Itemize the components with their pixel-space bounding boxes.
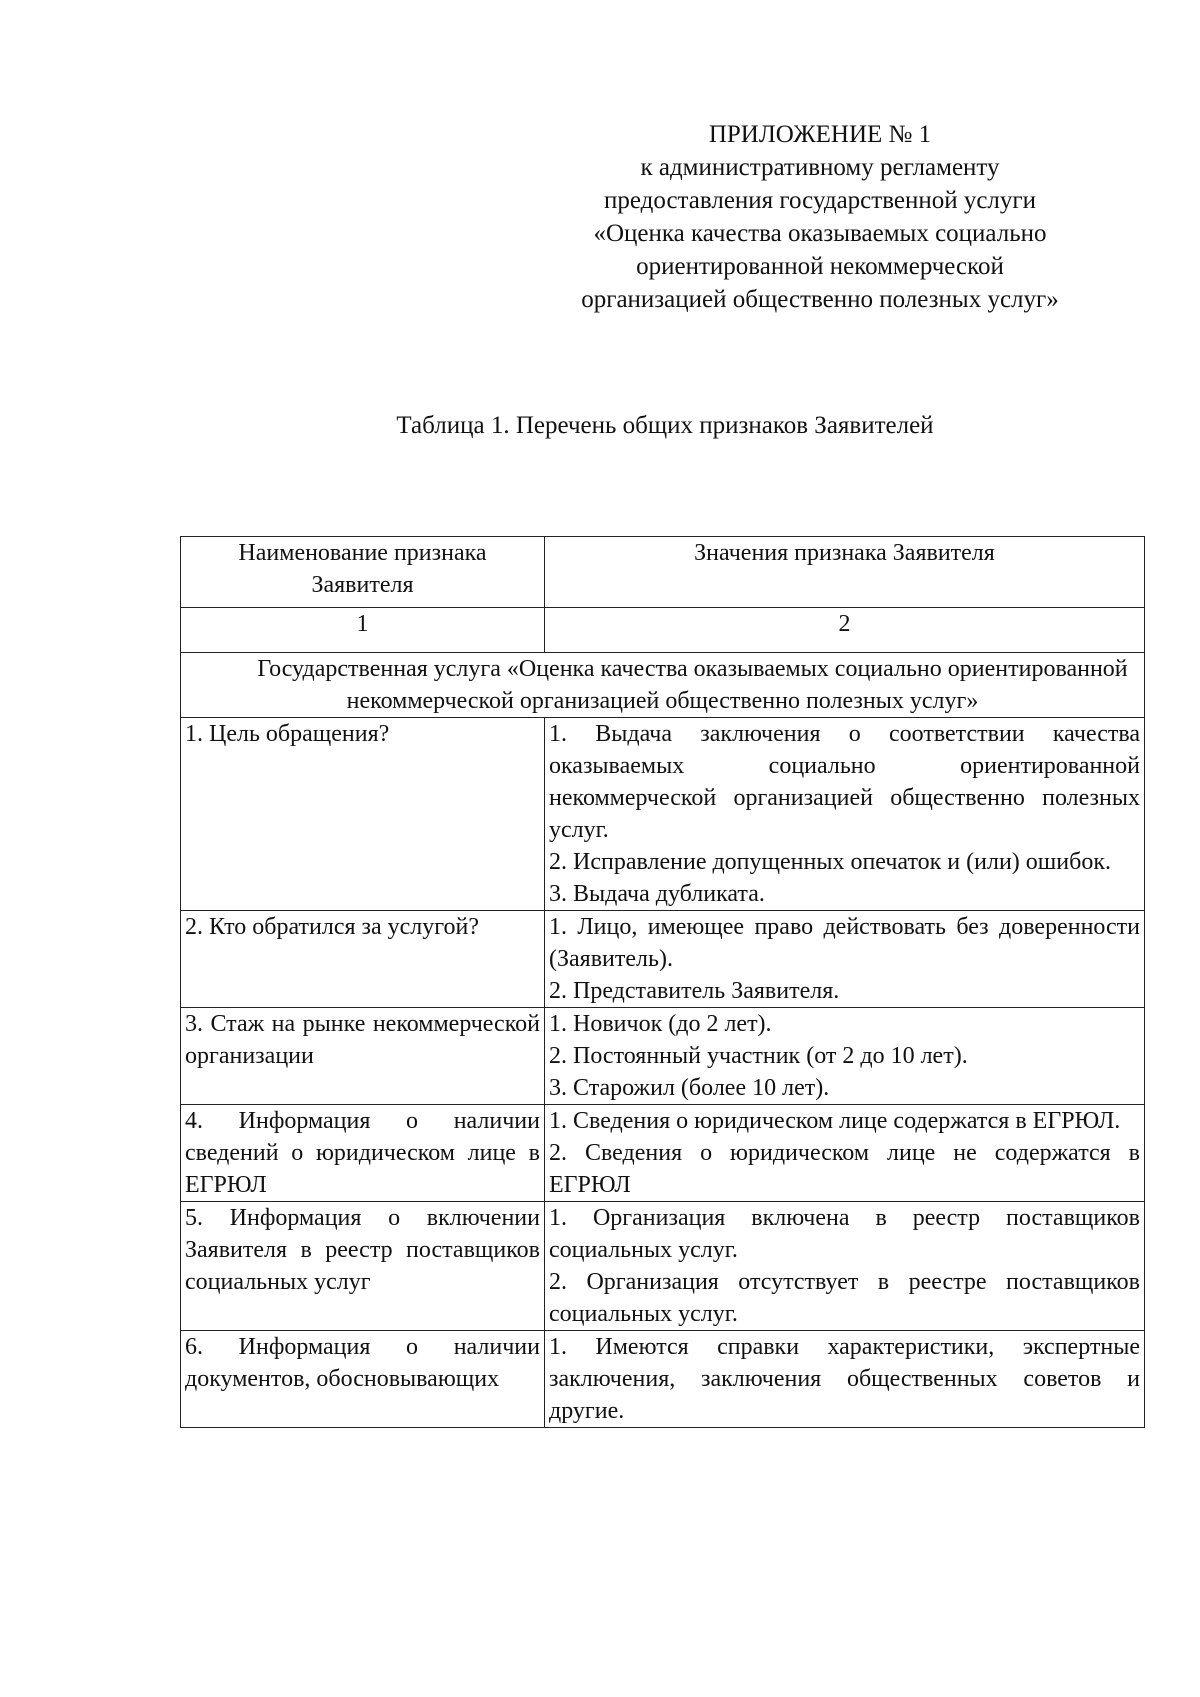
table-row: [181, 1008, 1145, 1105]
attribute-value: 1. Организация включена в реестр поставщиков социальных услуг.: [549, 1205, 1140, 1263]
attribute-value: 2. Исправление допущенных опечаток и (или) ошибок.: [549, 849, 1111, 875]
attribute-values: [545, 911, 1145, 1008]
attribute-value: 2. Представитель Заявителя.: [549, 978, 840, 1004]
attribute-values: [545, 1331, 1145, 1428]
attribute-values: [545, 1202, 1145, 1331]
table-row: [181, 1331, 1145, 1428]
column-number-1: 1: [181, 608, 545, 653]
attribute-value: 3. Старожил (более 10 лет).: [549, 1075, 830, 1101]
table-row: [181, 1105, 1145, 1202]
table-header-row: [181, 537, 1145, 608]
attribute-value: 1. Лицо, имеющее право действовать без доверенности (Заявитель).: [549, 914, 1140, 972]
service-name-text: Государственная услуга «Оценка качества оказываемых социально ориентированной некоммерческой организацией общественно полезных услуг»: [257, 656, 1128, 714]
appendix-title: ПРИЛОЖЕНИЕ № 1: [708, 121, 932, 148]
attribute-name: 6. Информация о наличии документов, обосновывающих: [181, 1331, 545, 1428]
appendix-line: ориентированной некоммерческой: [636, 253, 1004, 280]
appendix-line: организацией общественно полезных услуг»: [581, 286, 1059, 313]
service-name: [181, 653, 1145, 718]
attribute-value: 2. Постоянный участник (от 2 до 10 лет).: [549, 1043, 968, 1069]
attribute-values: [545, 1008, 1145, 1105]
attribute-values: [545, 1105, 1145, 1202]
attribute-value: 2. Сведения о юридическом лице не содержатся в ЕГРЮЛ: [549, 1140, 1140, 1198]
appendix-line: к административному регламенту: [640, 154, 1000, 181]
attribute-values: [545, 718, 1145, 911]
appendix-header: [540, 118, 1100, 316]
attribute-name: 5. Информация о включении Заявителя в реестр поставщиков социальных услуг: [181, 1202, 545, 1331]
attribute-name: 3. Стаж на рынке некоммерческой организации: [181, 1008, 545, 1105]
header-attribute-values: Значения признака Заявителя: [545, 537, 1145, 608]
attribute-name: 2. Кто обратился за услугой?: [181, 911, 545, 1008]
appendix-line: «Оценка качества оказываемых социально: [593, 220, 1047, 247]
column-number-2: 2: [545, 608, 1145, 653]
attribute-value: 1. Сведения о юридическом лице содержатся в ЕГРЮЛ.: [549, 1108, 1121, 1134]
attribute-value: 1. Новичок (до 2 лет).: [549, 1011, 772, 1037]
attribute-name: 4. Информация о наличии сведений о юридическом лице в ЕГРЮЛ: [181, 1105, 545, 1202]
attribute-value: 2. Организация отсутствует в реестре поставщиков социальных услуг.: [549, 1269, 1140, 1327]
attribute-value: 1. Имеются справки характеристики, экспертные заключения, заключения общественных советов и другие.: [549, 1334, 1140, 1424]
applicant-attributes-table: [180, 536, 1145, 1428]
attribute-value: 1. Выдача заключения о соответствии качества оказываемых социально ориентированной некоммерческой организацией общественно полезных услуг.: [549, 721, 1140, 843]
attribute-value: 3. Выдача дубликата.: [549, 881, 765, 907]
table-row: [181, 718, 1145, 911]
header-attribute-name: Наименование признака Заявителя: [181, 537, 545, 608]
table-row: [181, 1202, 1145, 1331]
table-title: Таблица 1. Перечень общих признаков Заявителей: [396, 412, 934, 439]
service-row: [181, 653, 1145, 718]
table-row: [181, 911, 1145, 1008]
appendix-line: предоставления государственной услуги: [603, 187, 1037, 214]
column-number-row: [181, 608, 1145, 653]
attribute-name: 1. Цель обращения?: [181, 718, 545, 911]
